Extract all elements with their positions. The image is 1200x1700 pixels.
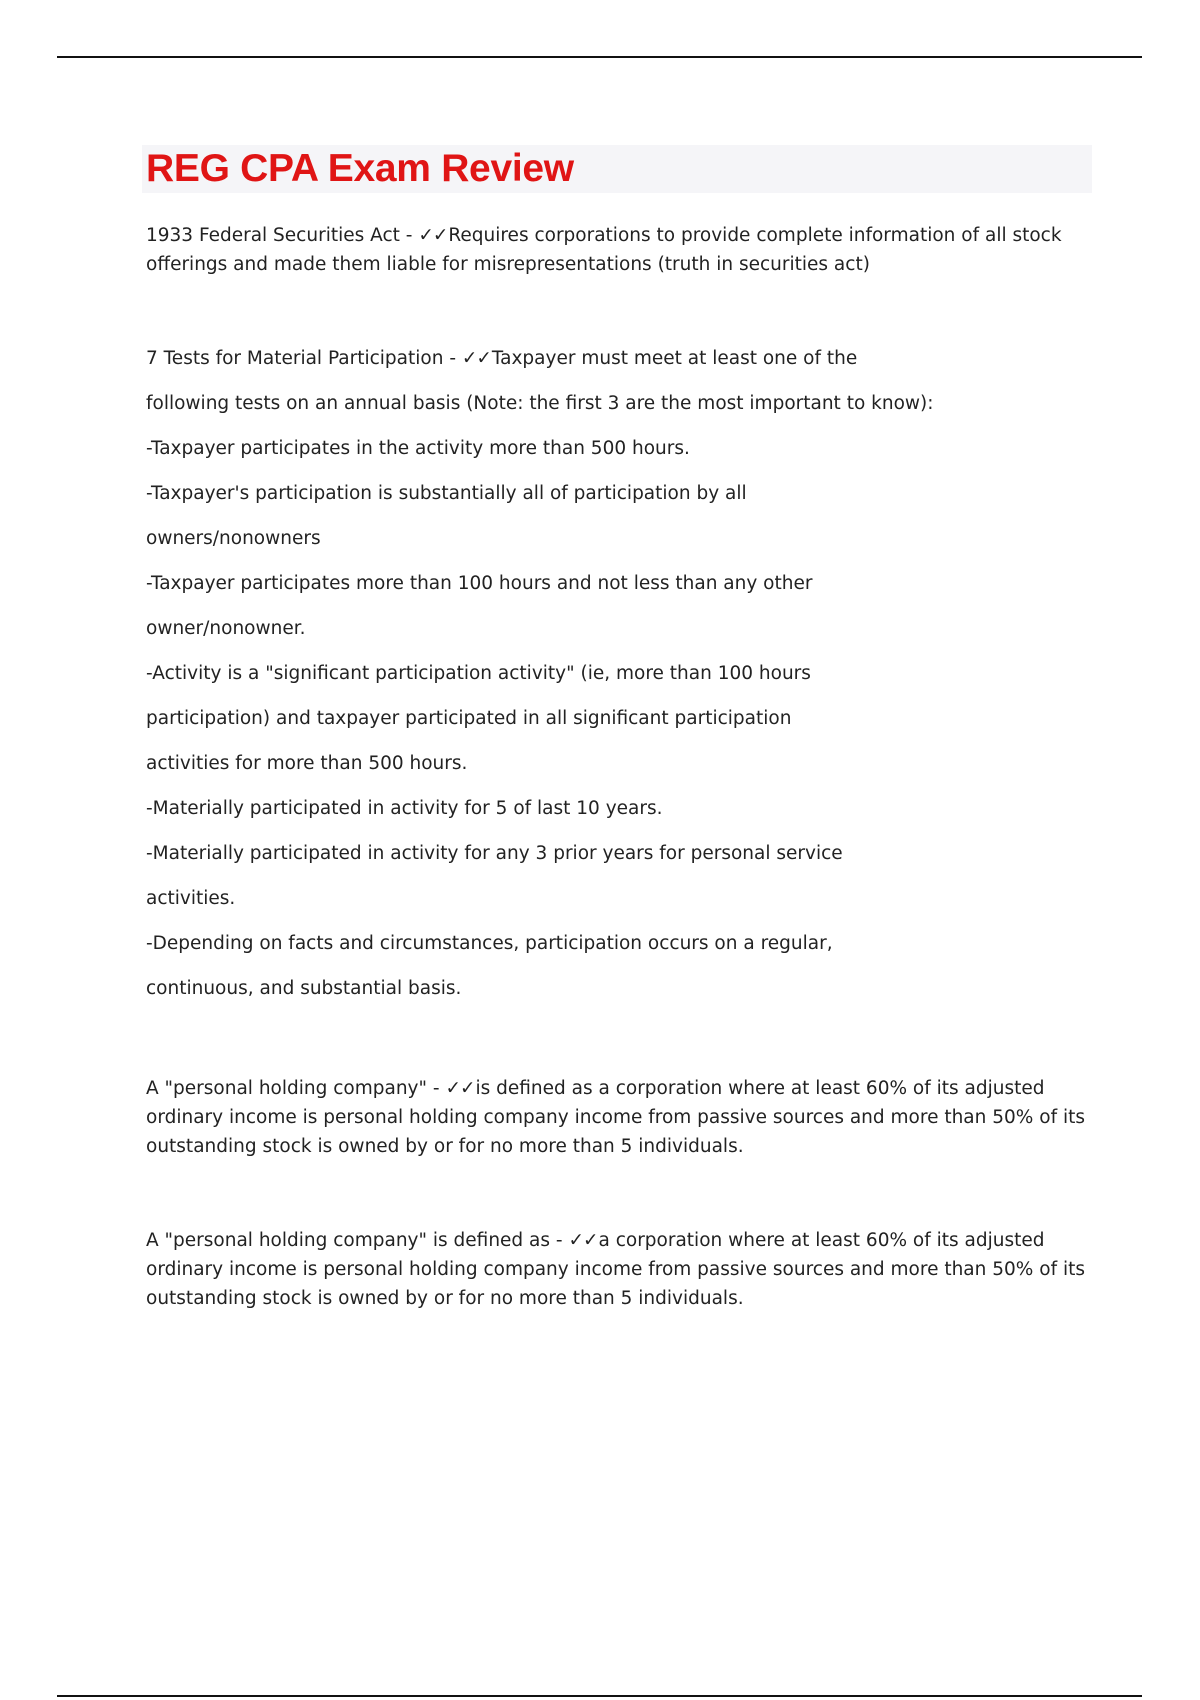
entry-first-line [146, 336, 1076, 381]
entry-term: A "personal holding company" is defined as - [146, 1230, 569, 1251]
flashcard-entry [146, 221, 1076, 279]
bottom-divider [57, 1695, 1142, 1697]
entry-term: 1933 Federal Securities Act - [146, 225, 419, 246]
double-check-icon: ✓✓ [418, 225, 448, 246]
entry-answer-line: Requires corporations to provide complete information of all stock [448, 225, 1062, 246]
top-divider [57, 56, 1142, 58]
entry-answer-line: participation) and taxpayer participated in all significant participation [146, 708, 792, 729]
double-check-icon: ✓✓ [568, 1230, 598, 1251]
entry-answer-line: -Materially participated in activity for 5 of last 10 years. [146, 798, 663, 819]
entry-text [146, 1074, 1085, 1161]
double-check-icon: ✓✓ [461, 348, 491, 369]
entry-answer-line: outstanding stock is owned by or for no more than 5 individuals. [146, 1136, 744, 1157]
entry-answer-line: owners/nonowners [146, 528, 321, 549]
entry-term: 7 Tests for Material Participation - [146, 348, 462, 369]
entry-answer-line: ordinary income is personal holding company income from passive sources and more than 50% of its [146, 1259, 1085, 1280]
entry-answer-line: continuous, and substantial basis. [146, 978, 462, 999]
flashcard-entry [146, 1226, 1085, 1313]
entry-answer-line: following tests on an annual basis (Note: the first 3 are the most important to know): [146, 393, 934, 414]
entry-answer-line: owner/nonowner. [146, 618, 306, 639]
entry-first-line [146, 1226, 1076, 1255]
entry-answer-line: offerings and made them liable for misrepresentations (truth in securities act) [146, 254, 870, 275]
entry-answer-line: ordinary income is personal holding company income from passive sources and more than 50% of its [146, 1107, 1085, 1128]
entry-answer-line: activities for more than 500 hours. [146, 753, 468, 774]
entry-answer-line: -Taxpayer participates in the activity more than 500 hours. [146, 438, 690, 459]
flashcard-entry [146, 336, 1076, 1011]
double-check-icon: ✓✓ [445, 1078, 475, 1099]
entry-answer-line: -Activity is a "significant participation activity" (ie, more than 100 hours [146, 663, 811, 684]
entry-term: A "personal holding company" - [146, 1078, 446, 1099]
entry-answer-line: -Taxpayer participates more than 100 hours and not less than any other [146, 573, 813, 594]
entry-answer-line: -Taxpayer's participation is substantially all of participation by all [146, 483, 747, 504]
entry-text [146, 336, 1076, 1011]
flashcard-entry [146, 1074, 1085, 1161]
entry-answer-line: Taxpayer must meet at least one of the [491, 348, 858, 369]
entry-answer-line: is defined as a corporation where at least 60% of its adjusted [475, 1078, 1045, 1099]
entry-text [146, 1226, 1085, 1313]
entry-answer-line: -Depending on facts and circumstances, participation occurs on a regular, [146, 933, 833, 954]
entry-first-line [146, 1074, 1076, 1103]
entry-answer-line: activities. [146, 888, 236, 909]
entry-text [146, 221, 1076, 279]
entry-answer-line: a corporation where at least 60% of its adjusted [598, 1230, 1045, 1251]
entry-first-line [146, 221, 1076, 250]
entry-answer-line: -Materially participated in activity for any 3 prior years for personal service [146, 843, 843, 864]
entry-answer-line: outstanding stock is owned by or for no more than 5 individuals. [146, 1288, 744, 1309]
document-title: REG CPA Exam Review [146, 147, 574, 190]
